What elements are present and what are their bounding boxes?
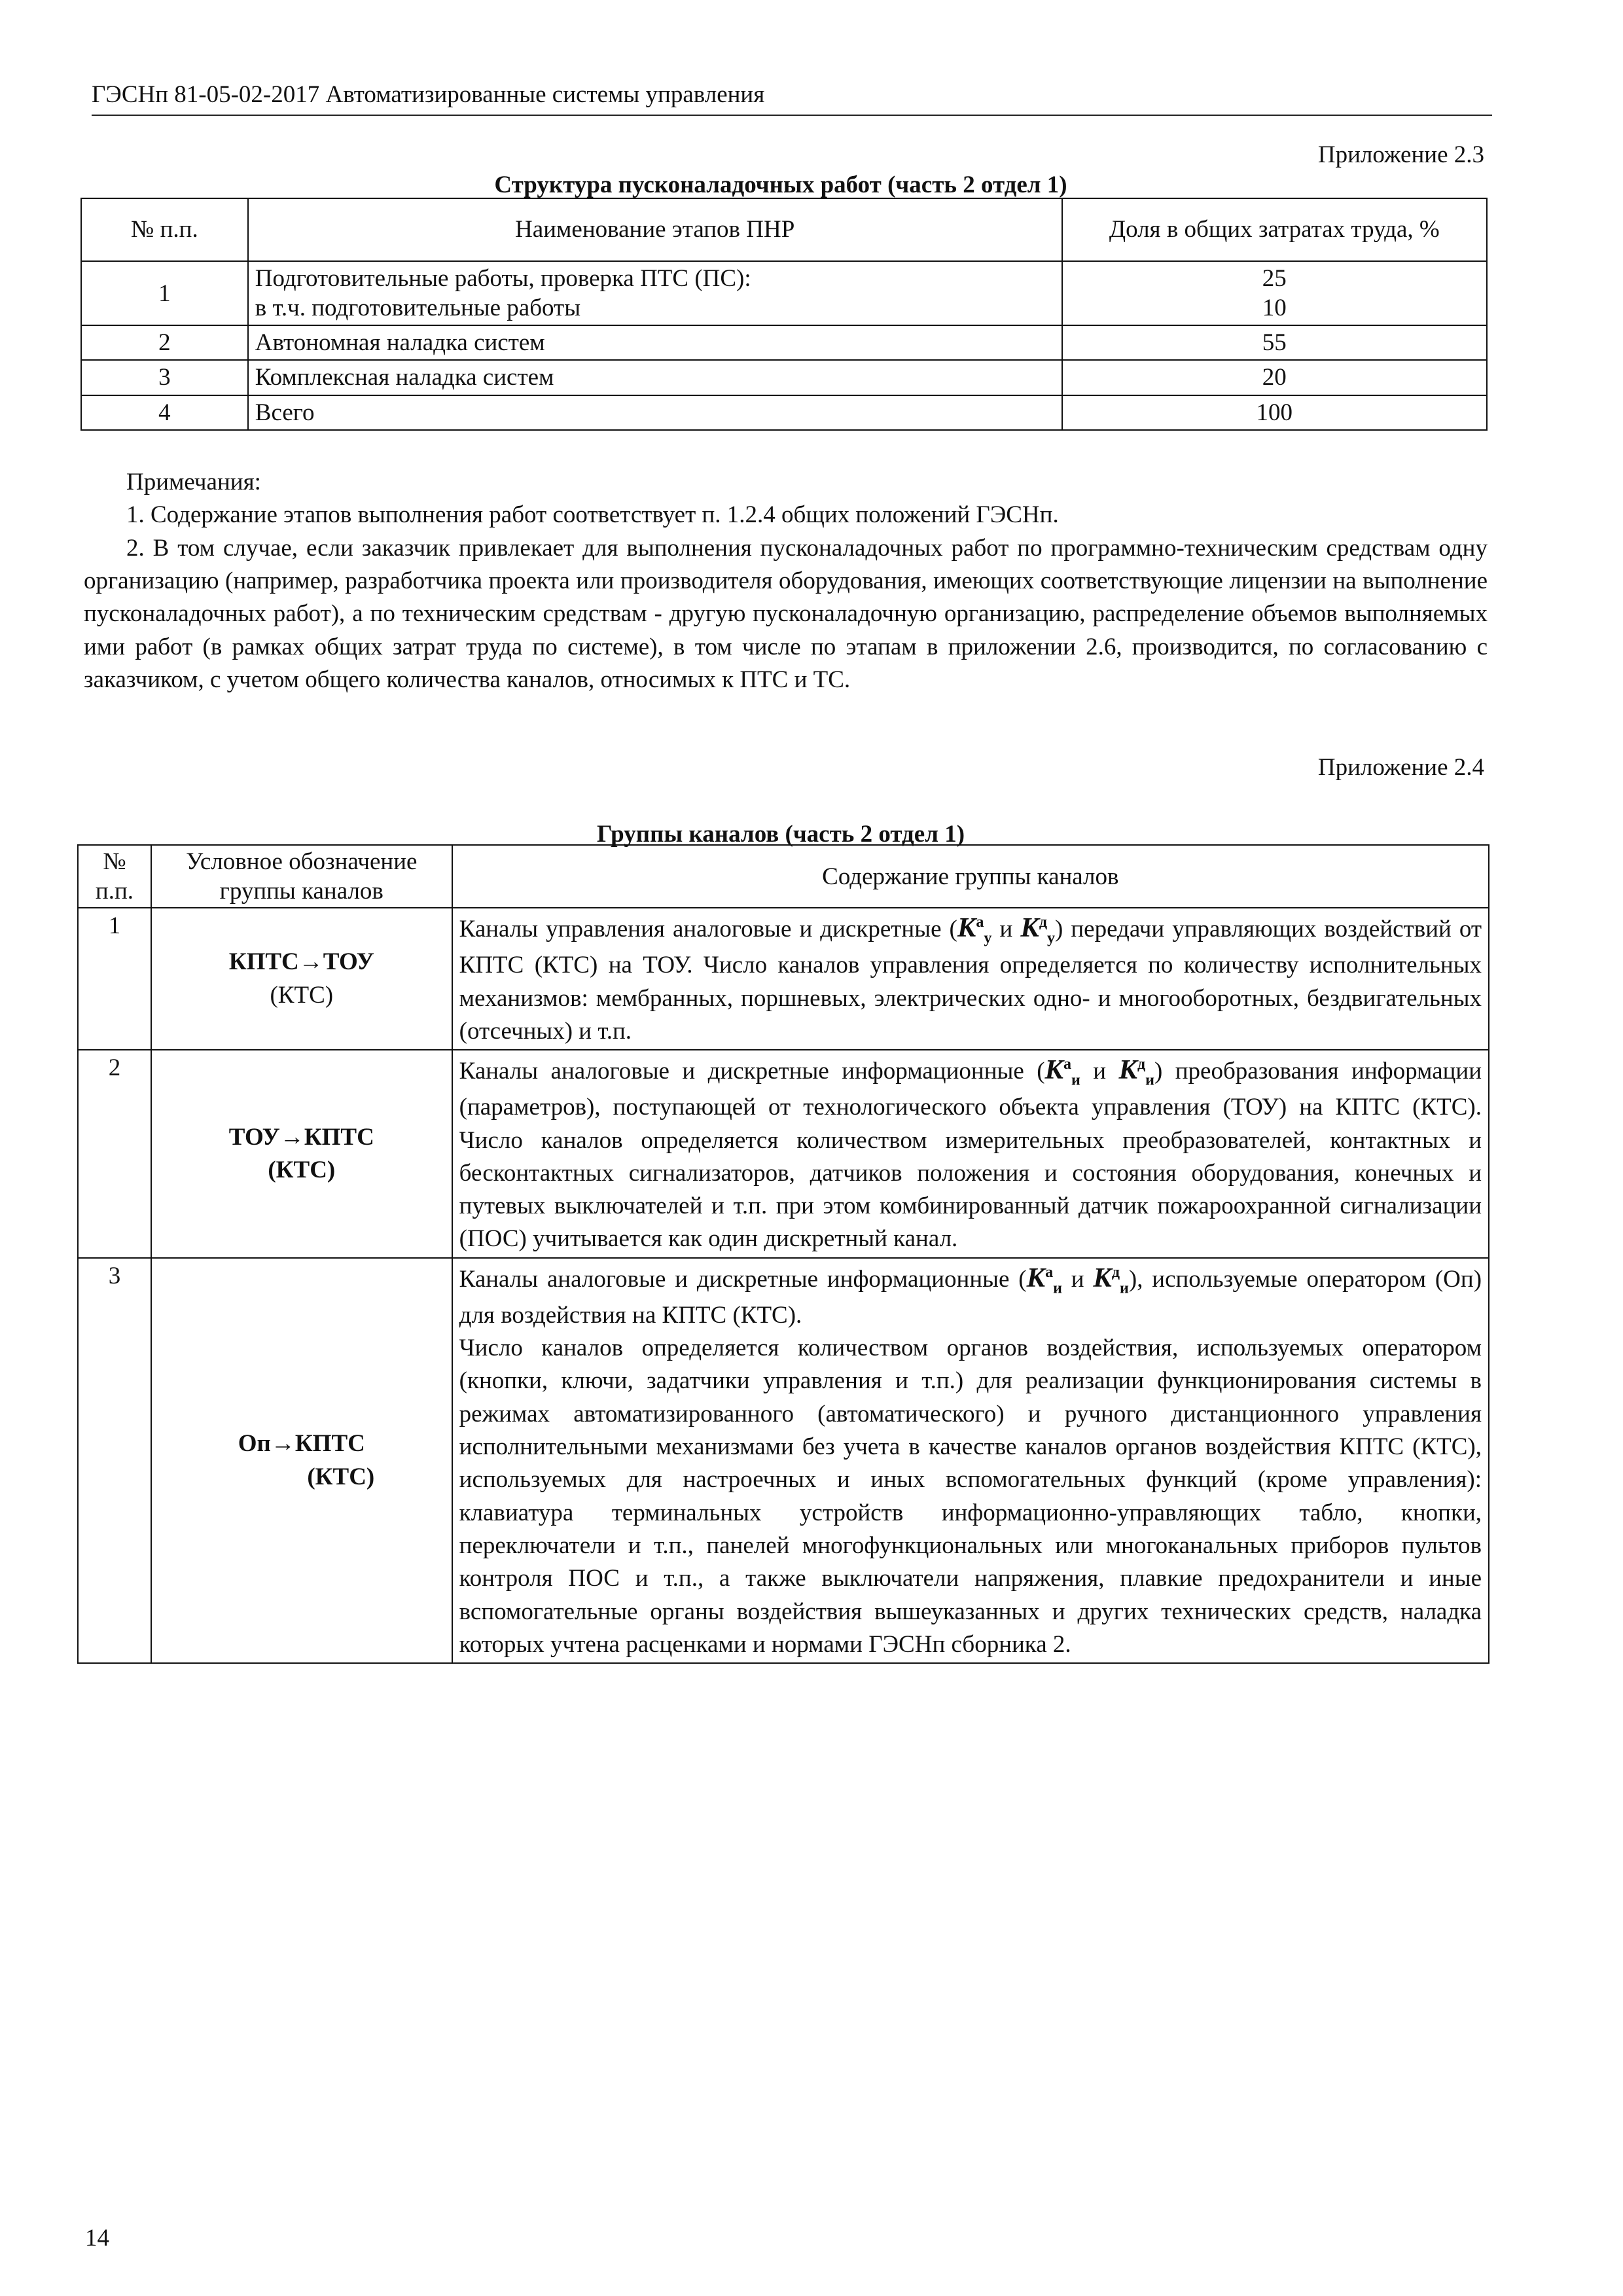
row-group bbox=[151, 908, 452, 1050]
row-share-value: 25 bbox=[1262, 265, 1287, 292]
table-row bbox=[81, 261, 1487, 325]
note-item-2: 2. В том случае, если заказчик привлекает для выполнения пусконаладочных работ по программно-техническим средствам одну организацию (например, разработчика проекта или производителя оборудования, имеющих соответствующие лицензии на выполнение пусконаладочных работ), а по техническим средствам - другую пусконаладочную организацию, распределение объемов выполняемых ими работ (в рамках общих затрат труда по системе), в том числе по этапам в приложении 2.6, производится, по согласованию с заказчиком, с учетом общего количества каналов, относимых к ПТС и ТС. bbox=[84, 534, 1488, 693]
document-header: ГЭСНп 81-05-02-2017 Автоматизированные системы управления bbox=[92, 79, 1492, 116]
col-header-stage: Наименование этапов ПНР bbox=[248, 198, 1062, 261]
row-share: 100 bbox=[1062, 395, 1487, 430]
notes-block bbox=[84, 466, 1488, 696]
row-content: Каналы управления аналоговые и дискретные ($К^а_у$ и $К^д_у$) передачи управляющих воздействий от КПТС (КТС) на ТОУ. Число каналов управления определяется по количеству исполнительных механизмов: мембранных, поршневых, электрических одно- и многооборотных, бездвигательных (отсечных) и т.п. bbox=[452, 908, 1489, 1050]
structure-table bbox=[80, 198, 1488, 431]
row-stage-sub: в т.ч. подготовительные работы bbox=[255, 295, 581, 322]
table-caption-structure: Структура пусконаладочных работ (часть 2 отдел 1) bbox=[494, 171, 1067, 198]
table-row bbox=[81, 360, 1487, 395]
row-stage: Комплексная наладка систем bbox=[248, 360, 1062, 395]
page-number: 14 bbox=[85, 2225, 109, 2251]
group-symbol-sub: (КТС) bbox=[307, 1463, 375, 1490]
row-content: Каналы аналоговые и дискретные информационные ($К^а_и$ и $К^д_и$), используемые оператором (Оп) для воздействия на КПТС (КТС). Число каналов определяется количеством органов воздействия, используемых оператором (кнопки, ключи, задатчики управления и т.п.) для реализации функционирования системы в режимах автоматизированного (автоматического) и ручного дистанционного управления исполнительными механизмами без учета в качестве каналов органов воздействия КПТС (КТС), используемых для настроечных и иных вспомогательных функций (кроме управления): клавиатура терминальных устройств информационно-управляющих табло, кнопки, переключатели и т.п., панелей многофункциональных или многоканальных приборов пультов контроля ПОС и т.п., а также выключатели напряжения, плавкие предохранители и иные вспомогательные органы воздействия вышеуказанных и других технических средств, наладка которых учтена расценками и нормами ГЭСНп сборника 2. bbox=[452, 1258, 1489, 1663]
row-stage: Всего bbox=[248, 395, 1062, 430]
table-row bbox=[81, 325, 1487, 360]
k-symbol: $К^д_у$ bbox=[1020, 913, 1055, 947]
table-header-row bbox=[78, 845, 1489, 908]
table-row bbox=[78, 1258, 1489, 1663]
col-header-group-symbol: Условное обозначение группы каналов bbox=[151, 845, 452, 908]
notes-heading: Примечания: bbox=[126, 469, 261, 495]
row-share bbox=[1062, 261, 1487, 325]
row-group bbox=[151, 1050, 452, 1258]
table-header-row bbox=[81, 198, 1487, 261]
appendix-2-4-label: Приложение 2.4 bbox=[1317, 754, 1484, 781]
document-page bbox=[77, 0, 1488, 2296]
k-symbol: $К^д_и$ bbox=[1093, 1263, 1129, 1297]
row-num: 2 bbox=[78, 1050, 151, 1258]
col-header-share: Доля в общих затратах труда, % bbox=[1062, 198, 1487, 261]
row-share: 20 bbox=[1062, 360, 1487, 395]
row-stage bbox=[248, 261, 1062, 325]
row-group bbox=[151, 1258, 452, 1663]
row-num: 3 bbox=[81, 360, 248, 395]
k-symbol: $К^д_и$ bbox=[1118, 1055, 1154, 1089]
appendix-2-3-label: Приложение 2.3 bbox=[1317, 141, 1484, 168]
k-symbol: $К^а_у$ bbox=[957, 913, 992, 947]
table-row bbox=[81, 395, 1487, 430]
k-symbol: $К^а_и$ bbox=[1026, 1263, 1062, 1297]
row-content: Каналы аналоговые и дискретные информационные ($К^а_и$ и $К^д_и$) преобразования информации (параметров), поступающей от технологического объекта управления (ТОУ) на КПТС (КТС). Число каналов определяется количеством измерительных преобразователей, контактных и бесконтактных сигнализаторов, датчиков положения и состояния оборудования, конечных и путевых выключателей и т.п. при этом комбинированный датчик пожароохранной сигнализации (ПОС) учитывается как один дискретный канал. bbox=[452, 1050, 1489, 1258]
note-item-1: 1. Содержание этапов выполнения работ соответствует п. 1.2.4 общих положений ГЭСНп. bbox=[126, 501, 1059, 529]
table-caption-channel-groups: Группы каналов (часть 2 отдел 1) bbox=[596, 821, 965, 848]
group-symbol: КПТС→ТОУ bbox=[228, 948, 374, 976]
group-symbol-sub: (КТС) bbox=[268, 1156, 336, 1183]
channel-groups-table bbox=[77, 844, 1489, 1664]
row-num: 1 bbox=[81, 261, 248, 325]
row-stage: Автономная наладка систем bbox=[248, 325, 1062, 360]
col-header-group-content: Содержание группы каналов bbox=[452, 845, 1489, 908]
table-row bbox=[78, 1050, 1489, 1258]
col-header-num: № п.п. bbox=[81, 198, 248, 261]
table-row bbox=[78, 908, 1489, 1050]
row-content-extra: Число каналов определяется количеством органов воздействия, используемых оператором (кнопки, ключи, задатчики управления и т.п.) для реализации функционирования системы в режимах автоматизированного (автоматического) и ручного дистанционного управления исполнительными механизмами без учета в качестве каналов органов воздействия КПТС (КТС), используемых для настроечных и иных вспомогательных функций (кроме управления): клавиатура терминальных устройств информационно-управляющих табло, кнопки, переключатели и т.п., панелей многофункциональных или многоканальных приборов пультов контроля ПОС и т.п., а также выключатели напряжения, плавкие предохранители и иные вспомогательные органы воздействия вышеуказанных и других технических средств, наладка которых учтена расценками и нормами ГЭСНп сборника 2. bbox=[459, 1335, 1482, 1658]
row-share-sub-value: 10 bbox=[1262, 295, 1287, 322]
row-num: 3 bbox=[78, 1258, 151, 1663]
row-num: 4 bbox=[81, 395, 248, 430]
group-symbol: ТОУ→КПТС bbox=[228, 1123, 374, 1151]
group-symbol: Оп→КПТС bbox=[238, 1430, 365, 1458]
row-num: 2 bbox=[81, 325, 248, 360]
row-share: 55 bbox=[1062, 325, 1487, 360]
row-stage-name: Подготовительные работы, проверка ПТС (ПС): bbox=[255, 265, 751, 292]
row-num: 1 bbox=[78, 908, 151, 1050]
col-header-num: № п.п. bbox=[78, 845, 151, 908]
group-symbol-sub: (КТС) bbox=[270, 981, 334, 1009]
k-symbol: $К^а_и$ bbox=[1044, 1055, 1080, 1089]
